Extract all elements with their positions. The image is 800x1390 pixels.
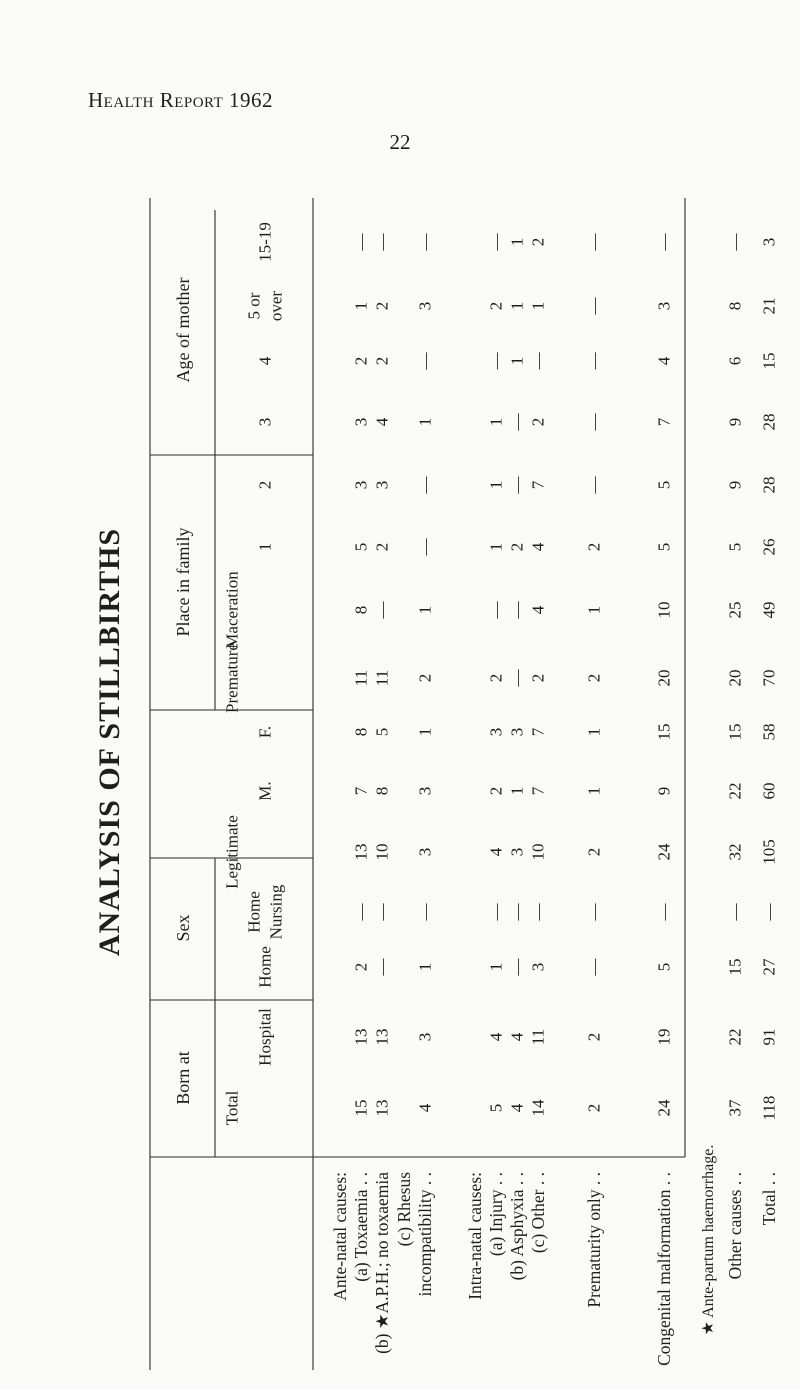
cell-place-3: 7	[654, 417, 674, 427]
row-label: Congenital malformation . .	[654, 1172, 674, 1366]
cell-place-3: 3	[351, 417, 371, 427]
cell-maceration: 25	[725, 601, 745, 619]
cell-nursing-home: —	[725, 903, 745, 921]
cell-place-4: —	[584, 352, 604, 370]
cell-male: 1	[584, 786, 604, 796]
cell-place-2: 7	[528, 480, 548, 490]
cell-place-5-or-over: 8	[725, 301, 745, 311]
col-header-maceration: Maceration	[222, 571, 242, 649]
row-label: (a) Injury . .	[486, 1172, 506, 1257]
cell-age-15-19: —	[415, 233, 435, 251]
cell-hospital: 4	[507, 1032, 527, 1042]
cell-premature: 11	[351, 669, 371, 687]
cell-male: 3	[415, 786, 435, 796]
cell-female: 15	[654, 723, 674, 741]
cell-total: 5	[486, 1103, 506, 1113]
cell-legitimate: 105	[759, 839, 779, 865]
cell-home: —	[507, 958, 527, 976]
cell-premature: 11	[372, 669, 392, 687]
cell-legitimate: 3	[415, 847, 435, 857]
cell-maceration: —	[486, 601, 506, 619]
cell-maceration: 8	[351, 605, 371, 615]
cell-place-5-or-over: 21	[759, 297, 779, 315]
cell-legitimate: 10	[372, 843, 392, 861]
row-label: Other causes . .	[725, 1172, 745, 1280]
cell-age-15-19: —	[725, 233, 745, 251]
cell-place-5-or-over: 1	[351, 301, 371, 311]
cell-total: 4	[507, 1103, 527, 1113]
cell-premature: 20	[654, 669, 674, 687]
cell-home: —	[372, 958, 392, 976]
cell-female: 3	[507, 727, 527, 737]
cell-place-1: 5	[654, 542, 674, 552]
cell-place-2: 3	[372, 480, 392, 490]
cell-place-5-or-over: 1	[507, 301, 527, 311]
cell-nursing-home: —	[759, 903, 779, 921]
col-header-home: Home	[255, 946, 275, 988]
cell-home: 3	[528, 962, 548, 972]
cell-place-1: 26	[759, 538, 779, 556]
cell-place-4: 15	[759, 352, 779, 370]
cell-place-1: —	[415, 538, 435, 556]
cell-place-4: —	[415, 352, 435, 370]
col-header-place-3: 3	[255, 417, 275, 427]
cell-legitimate: 3	[507, 847, 527, 857]
cell-place-2: 28	[759, 476, 779, 494]
cell-place-3: 28	[759, 413, 779, 431]
cell-place-3: 9	[725, 417, 745, 427]
cell-place-1: 2	[507, 542, 527, 552]
cell-nursing-home: —	[351, 903, 371, 921]
row-label: (a) Toxaemia . .	[351, 1172, 371, 1282]
cell-place-4: 4	[654, 356, 674, 366]
cell-age-15-19: 2	[528, 237, 548, 247]
cell-maceration: 1	[584, 605, 604, 615]
cell-place-5-or-over: 1	[528, 301, 548, 311]
table-title: ANALYSIS OF STILLBIRTHS	[93, 527, 126, 957]
cell-total: 15	[351, 1099, 371, 1117]
cell-premature: 70	[759, 669, 779, 687]
cell-home: 1	[415, 962, 435, 972]
cell-age-15-19: —	[654, 233, 674, 251]
cell-hospital: 13	[372, 1028, 392, 1046]
row-label: Intra-natal causes:	[465, 1172, 485, 1300]
col-header-legitimate: Legitimate	[222, 815, 242, 889]
cell-place-5-or-over: 3	[654, 301, 674, 311]
cell-place-1: 1	[486, 542, 506, 552]
cell-legitimate: 2	[584, 847, 604, 857]
col-header-nursing-home-line1: Home	[244, 891, 264, 933]
cell-male: 2	[486, 786, 506, 796]
cell-female: 8	[351, 727, 371, 737]
cell-age-15-19: —	[486, 233, 506, 251]
row-label: Ante-natal causes:	[330, 1172, 350, 1301]
cell-male: 7	[528, 786, 548, 796]
cell-home: 27	[759, 958, 779, 976]
cell-place-4: 6	[725, 356, 745, 366]
cell-premature: 2	[415, 673, 435, 683]
page-number: 22	[389, 130, 411, 154]
cell-age-15-19: —	[372, 233, 392, 251]
col-header-age-15-19: 15-19	[255, 222, 275, 262]
cell-maceration: 10	[654, 601, 674, 619]
cell-total: 118	[759, 1095, 779, 1121]
row-label: (c) Rhesus	[394, 1172, 414, 1247]
cell-home: 2	[351, 962, 371, 972]
cell-maceration: 4	[528, 605, 548, 615]
cell-age-15-19: —	[351, 233, 371, 251]
cell-male: 9	[654, 786, 674, 796]
cell-home: 15	[725, 958, 745, 976]
cell-total: 13	[372, 1099, 392, 1117]
col-header-male: M.	[255, 781, 275, 801]
cell-female: 58	[759, 723, 779, 741]
cell-total: 24	[654, 1099, 674, 1117]
cell-place-3: —	[507, 413, 527, 431]
cell-male: 60	[759, 782, 779, 800]
cell-nursing-home: —	[415, 903, 435, 921]
cell-place-1: 4	[528, 542, 548, 552]
col-header-hospital: Hospital	[255, 1008, 275, 1066]
cell-home: —	[584, 958, 604, 976]
cell-hospital: 3	[415, 1032, 435, 1042]
cell-premature: 2	[584, 673, 604, 683]
cell-home: 1	[486, 962, 506, 972]
cell-hospital: 19	[654, 1028, 674, 1046]
cell-place-3: —	[584, 413, 604, 431]
col-header-place-2: 2	[255, 480, 275, 490]
cell-age-15-19: 3	[759, 237, 779, 247]
cell-maceration: 49	[759, 601, 779, 619]
cell-female: 15	[725, 723, 745, 741]
cell-hospital: 2	[584, 1032, 604, 1042]
cell-male: 22	[725, 782, 745, 800]
col-header-place-1: 1	[255, 542, 275, 552]
cell-place-2: —	[415, 476, 435, 494]
cell-hospital: 11	[528, 1028, 548, 1046]
cell-legitimate: 13	[351, 843, 371, 861]
col-header-female: F.	[255, 725, 275, 739]
cell-female: 5	[372, 727, 392, 737]
cell-female: 3	[486, 727, 506, 737]
cell-nursing-home: —	[372, 903, 392, 921]
col-header-premature: Premature	[222, 643, 242, 713]
cell-place-3: 2	[528, 417, 548, 427]
cell-male: 8	[372, 786, 392, 796]
group-header-age-of-mother: Age of mother	[173, 277, 193, 383]
cell-legitimate: 4	[486, 847, 506, 857]
row-label: (b) ★A.P.H.; no toxaemia	[372, 1172, 392, 1354]
cell-hospital: 4	[486, 1032, 506, 1042]
cell-age-15-19: 1	[507, 237, 527, 247]
cell-place-4: 2	[372, 356, 392, 366]
cell-legitimate: 24	[654, 843, 674, 861]
cell-place-4: 1	[507, 356, 527, 366]
cell-maceration: —	[507, 601, 527, 619]
col-header-place-4: 4	[255, 356, 275, 366]
cell-place-2: —	[584, 476, 604, 494]
group-header-sex: Sex	[173, 914, 193, 942]
row-label: (b) Asphyxia . .	[507, 1172, 527, 1281]
cell-place-1: 5	[725, 542, 745, 552]
cell-premature: —	[507, 669, 527, 687]
col-header-place-5-or-over-line2: over	[266, 290, 286, 322]
row-label: incompatibility . .	[415, 1172, 435, 1297]
cell-place-3: 1	[486, 417, 506, 427]
report-header-title: Health Report 1962	[88, 88, 274, 112]
cell-female: 7	[528, 727, 548, 737]
row-label: Prematurity only . .	[584, 1172, 604, 1308]
cell-male: 7	[351, 786, 371, 796]
cell-place-1: 2	[372, 542, 392, 552]
cell-place-2: —	[507, 476, 527, 494]
cell-female: 1	[584, 727, 604, 737]
cell-nursing-home: —	[584, 903, 604, 921]
cell-place-2: 3	[351, 480, 371, 490]
col-header-place-5-or-over-line1: 5 or	[244, 292, 264, 320]
cell-place-4: —	[528, 352, 548, 370]
cell-premature: 2	[528, 673, 548, 683]
cell-place-3: 1	[415, 417, 435, 427]
cell-legitimate: 10	[528, 843, 548, 861]
cell-place-2: 1	[486, 480, 506, 490]
col-header-total: Total	[222, 1090, 242, 1126]
cell-total: 14	[528, 1099, 548, 1117]
cell-female: 1	[415, 727, 435, 737]
cell-nursing-home: —	[654, 903, 674, 921]
cell-male: 1	[507, 786, 527, 796]
col-header-nursing-home-line2: Nursing	[266, 884, 286, 940]
cell-place-1: 5	[351, 542, 371, 552]
cell-nursing-home: —	[507, 903, 527, 921]
group-header-place-in-family: Place in family	[173, 527, 193, 637]
cell-place-5-or-over: 2	[486, 301, 506, 311]
cell-place-1: 2	[584, 542, 604, 552]
cell-legitimate: 32	[725, 843, 745, 861]
cell-premature: 20	[725, 669, 745, 687]
cell-home: 5	[654, 962, 674, 972]
group-header-born-at: Born at	[173, 1051, 193, 1105]
cell-total: 37	[725, 1099, 745, 1117]
cell-total: 2	[584, 1103, 604, 1113]
cell-place-4: 2	[351, 356, 371, 366]
cell-hospital: 22	[725, 1028, 745, 1046]
cell-premature: 2	[486, 673, 506, 683]
cell-nursing-home: —	[486, 903, 506, 921]
cell-place-5-or-over: 2	[372, 301, 392, 311]
cell-place-5-or-over: —	[584, 297, 604, 315]
cell-place-3: 4	[372, 417, 392, 427]
cell-age-15-19: —	[584, 233, 604, 251]
cell-place-2: 9	[725, 480, 745, 490]
cell-maceration: —	[372, 601, 392, 619]
row-label: Total . .	[759, 1172, 779, 1226]
cell-hospital: 13	[351, 1028, 371, 1046]
row-label: (c) Other . .	[528, 1172, 548, 1254]
cell-total: 4	[415, 1103, 435, 1113]
cell-place-4: —	[486, 352, 506, 370]
cell-hospital: 91	[759, 1028, 779, 1046]
footnote: ★ Ante-partum haemorrhage.	[700, 1144, 717, 1336]
cell-place-5-or-over: 3	[415, 301, 435, 311]
cell-place-2: 5	[654, 480, 674, 490]
cell-nursing-home: —	[528, 903, 548, 921]
cell-maceration: 1	[415, 605, 435, 615]
